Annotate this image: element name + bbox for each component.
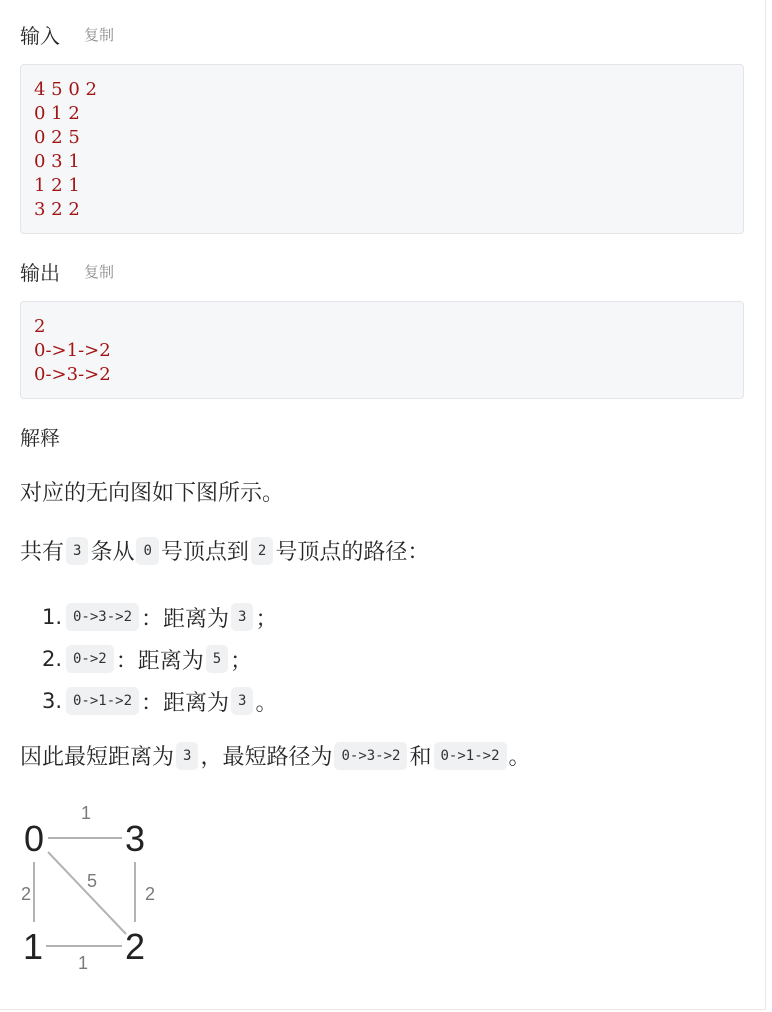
edge-weight-label: 1 (80, 803, 92, 823)
path-code: 0->2 (66, 645, 114, 673)
shortest-path-code: 0->1->2 (434, 742, 507, 770)
list-item-text: ：距离为 (141, 606, 230, 632)
summary-text: 条从 (90, 540, 135, 565)
summary-text: 号顶点到 (160, 540, 249, 565)
path-code: 0->1->2 (66, 687, 139, 715)
distance-code: 3 (231, 603, 253, 631)
shortest-distance-code: 3 (176, 742, 198, 770)
path-count-code: 3 (66, 537, 88, 565)
output-title: 输出 (20, 261, 60, 285)
undirected-graph-diagram (14, 798, 174, 978)
input-copy-button[interactable]: 复制 (84, 26, 115, 44)
graph-node-label: 0 (23, 818, 45, 859)
list-item-text: ； (255, 606, 278, 632)
graph-node-label: 3 (124, 818, 146, 859)
list-item-text: ：距离为 (115, 648, 204, 674)
conclusion-text: ，最短路径为 (200, 745, 333, 770)
list-item-text: ； (230, 648, 253, 674)
source-vertex-code: 0 (136, 537, 158, 565)
list-item (42, 596, 277, 638)
list-item-number: 3. (42, 689, 63, 713)
list-item-text: ：距离为 (141, 690, 230, 716)
input-line: 0 2 5 (34, 127, 80, 148)
input-line: 4 5 0 2 (34, 79, 97, 100)
conclusion-text: 因此最短距离为 (20, 745, 175, 770)
edge-0-2 (48, 852, 126, 934)
explanation-conclusion (20, 740, 531, 771)
output-line: 0->3->2 (34, 364, 111, 385)
conclusion-text: 。 (508, 745, 531, 770)
conclusion-text: 和 (409, 745, 432, 770)
explanation-summary (20, 535, 429, 566)
target-vertex-code: 2 (251, 537, 273, 565)
input-line: 0 3 1 (34, 151, 80, 172)
input-header (20, 20, 114, 49)
edge-weight-label: 2 (144, 884, 156, 904)
output-line: 0->1->2 (34, 340, 111, 361)
explanation-intro: 对应的无向图如下图所示。 (20, 481, 285, 506)
list-item-number: 1. (42, 605, 63, 629)
summary-text: 号顶点的路径： (275, 540, 430, 565)
input-title: 输入 (20, 24, 60, 48)
graph-node-label: 2 (124, 926, 146, 967)
explanation-title: 解释 (20, 426, 60, 450)
input-line: 0 1 2 (34, 103, 80, 124)
path-code: 0->3->2 (66, 603, 139, 631)
distance-code: 3 (231, 687, 253, 715)
list-item-text: 。 (255, 690, 278, 716)
list-item (42, 638, 277, 680)
input-code-block (20, 64, 744, 234)
edge-weight-label: 5 (86, 871, 98, 891)
summary-text: 共有 (20, 540, 65, 565)
input-line: 1 2 1 (34, 175, 80, 196)
edge-weight-label: 1 (77, 953, 89, 973)
output-header (20, 257, 114, 286)
edge-weight-label: 2 (20, 884, 32, 904)
graph-node-label: 1 (22, 926, 44, 967)
input-line: 3 2 2 (34, 199, 80, 220)
path-list (42, 596, 277, 722)
distance-code: 5 (206, 645, 228, 673)
shortest-path-code: 0->3->2 (334, 742, 407, 770)
list-item-number: 2. (42, 647, 63, 671)
output-copy-button[interactable]: 复制 (84, 263, 115, 281)
output-code-block (20, 301, 744, 399)
output-line: 2 (34, 316, 46, 337)
list-item (42, 680, 277, 722)
